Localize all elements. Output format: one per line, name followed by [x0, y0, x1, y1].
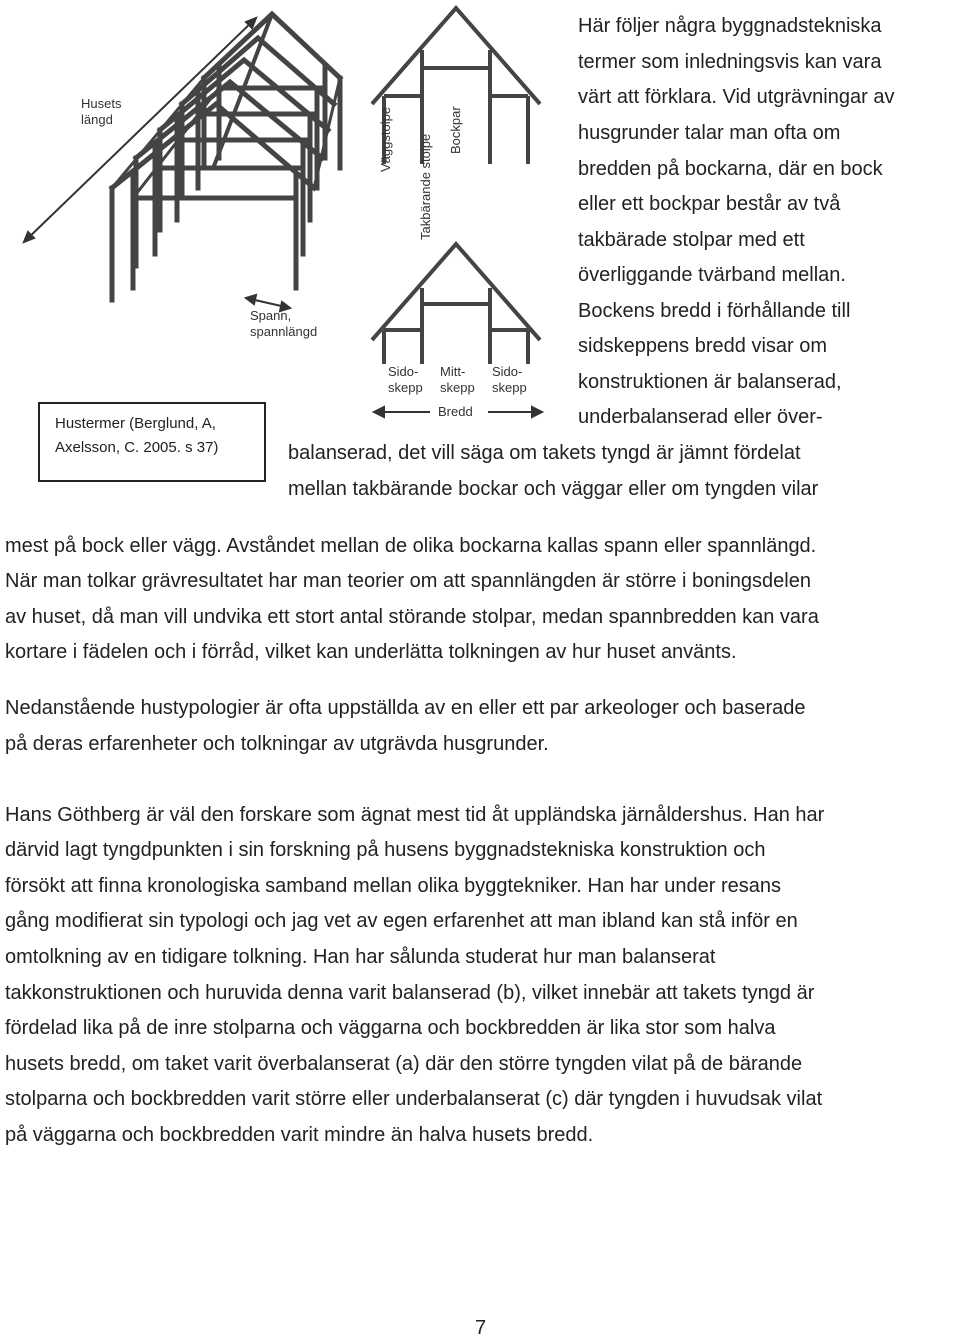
label-side-aisle-right-2: skepp [492, 380, 527, 395]
body-text-line: försökt att finna kronologiska samband mellan olika byggtekniker. Han har under resans [5, 875, 781, 897]
body-text-line: av huset, då man vill undvika ett stort antal störande stolpar, medan spannbredden kan vara [5, 606, 819, 628]
body-text-line: kortare i fädelen och i förråd, vilket kan underlätta tolkningen av hur huset använts. [5, 641, 737, 663]
body-text-line: mellan takbärande bockar och väggar eller om tyngden vilar [288, 478, 819, 500]
label-middle-aisle-2: skepp [440, 380, 475, 395]
body-text-line: takkonstruktionen och huruvida denna varit balanserad (b), vilket innebär att takets tyngd är [5, 982, 815, 1004]
truss-cross-section-illustration [360, 4, 560, 424]
caption-line: Axelsson, C. 2005. s 37) [55, 439, 219, 456]
body-text-line: konstruktionen är balanserad, [578, 371, 842, 393]
page-number: 7 [475, 1317, 487, 1339]
label-width: Bredd [438, 404, 473, 419]
label-span-line-1: Spann, [250, 308, 292, 323]
body-text-line: fördelad lika på de inre stolparna och väggarna och bockbredden är lika stor som halva [5, 1017, 776, 1039]
body-text-line: värt att förklara. Vid utgrävningar av [578, 86, 895, 108]
body-text-line: sidskeppens bredd visar om [578, 335, 828, 357]
label-house-length-line-1: Husets [81, 96, 122, 111]
body-text-line: på deras erfarenheter och tolkningar av utgrävda husgrunder. [5, 733, 549, 755]
label-truss-pair: Bockpar [448, 106, 463, 154]
body-text-line: underbalanserad eller över- [578, 406, 823, 428]
label-roof-bearing-post: Takbärande stolpe [418, 133, 433, 240]
figure-caption [38, 402, 266, 482]
body-text-line: mest på bock eller vägg. Avståndet mellan de olika bockarna kallas spann eller spannlängd. [5, 535, 817, 557]
body-text-line: Bockens bredd i förhållande till [578, 300, 851, 322]
body-text-line: Här följer några byggnadstekniska [578, 15, 882, 37]
body-text-line: stolparna och bockbredden varit större eller underbalanserat (c) där tyngden i huvudsak vilat [5, 1088, 823, 1110]
body-text-line: Hans Göthberg är väl den forskare som ägnat mest tid åt uppländska järnåldershus. Han har [5, 804, 825, 826]
house-frame-perspective-illustration [14, 8, 374, 360]
label-side-aisle-left-2: skepp [388, 380, 423, 395]
body-text-line: När man tolkar grävresultatet har man teorier om att spannlängden är större i boningsdelen [5, 570, 811, 592]
label-side-aisle-right-1: Sido- [492, 364, 523, 379]
body-text-line: eller ett bockpar består av två [578, 193, 841, 215]
body-text-line: Nedanstående hustypologier är ofta uppställda av en eller ett par arkeologer och baserade [5, 697, 806, 719]
label-middle-aisle-1: Mitt- [440, 364, 466, 379]
label-wall-post: Väggstolpe [378, 106, 393, 172]
body-text-line: balanserad, det vill säga om takets tyngd är jämnt fördelat [288, 442, 801, 464]
caption-line: Hustermer (Berglund, A, [55, 415, 216, 432]
body-text-line: omtolkning av en tidigare tolkning. Han har sålunda studerat hur man balanserat [5, 946, 716, 968]
body-text-line: gång modifierat sin typologi och jag vet av egen erfarenhet att man ibland kan stå inför en [5, 910, 798, 932]
body-text-line: överliggande tvärband mellan. [578, 264, 846, 286]
label-span-line-2: spannlängd [250, 324, 318, 339]
label-house-length-line-2: längd [81, 112, 113, 127]
body-text-line: på väggarna och bockbredden varit mindre än halva husets bredd. [5, 1124, 594, 1146]
body-text-line: termer som inledningsvis kan vara [578, 51, 882, 73]
body-text-line: bredden på bockarna, där en bock [578, 158, 883, 180]
body-text-line: takbärade stolpar med ett [578, 229, 805, 251]
body-text-line: husgrunder talar man ofta om [578, 122, 841, 144]
body-text-line: husets bredd, om taket varit överbalanserat (a) där den större tyngden vilat på de bärande [5, 1053, 803, 1075]
label-side-aisle-left-1: Sido- [388, 364, 419, 379]
body-text-line: därvid lagt tyngdpunkten i sin forskning på husens byggnadstekniska konstruktion och [5, 839, 766, 861]
